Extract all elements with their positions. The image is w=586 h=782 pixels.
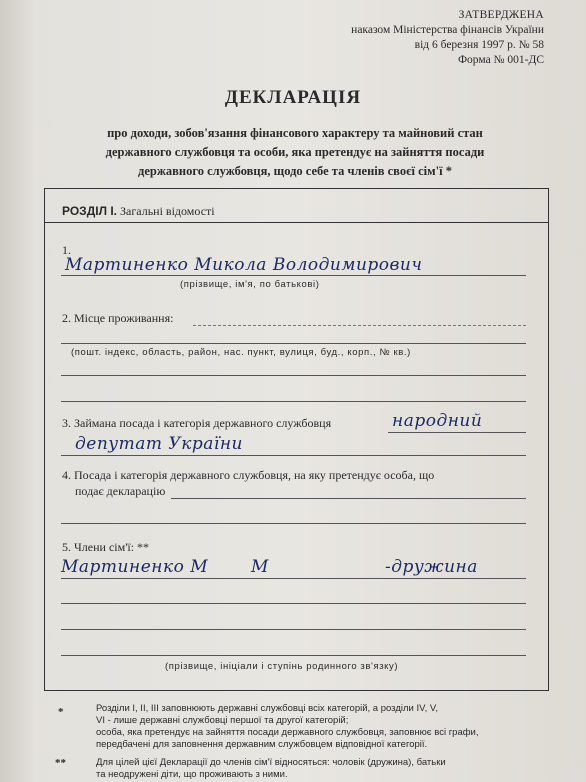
residence-line-1[interactable]	[193, 325, 526, 326]
residence-label: 2. Місце проживання:	[62, 311, 174, 325]
footnote-2-line-1: Для цілей цієї Декларації до членів сім'ї відносяться: чоловік (дружина), батьки	[96, 757, 446, 768]
subtitle-line-1: про доходи, зобов'язання фінансового характеру та майновий стан	[107, 126, 483, 140]
family-member-name[interactable]: Мартиненко М	[61, 557, 209, 577]
family-member-initial[interactable]: М	[251, 557, 269, 577]
target-position-label-a: 4. Посада і категорія державного службовця, на яку претендує особа, що	[62, 468, 435, 482]
section-1-box	[44, 188, 549, 691]
full-name-caption: (прізвище, ім'я, по батькові)	[180, 279, 320, 290]
document-subtitle	[40, 124, 550, 181]
footnote-1-mark: *	[58, 706, 64, 718]
position-value-a[interactable]: народний	[392, 411, 483, 431]
document-title: ДЕКЛАРАЦІЯ	[224, 87, 362, 108]
approval-line-3: від 6 березня 1997 р. № 58	[414, 39, 544, 51]
family-line-3[interactable]	[61, 629, 526, 630]
family-line-1	[61, 578, 526, 579]
family-line-4[interactable]	[61, 655, 526, 656]
target-position-label-b: подає декларацію	[75, 484, 166, 498]
position-label: 3. Займана посада і категорія державного службовця	[62, 416, 332, 430]
item-1-number: 1.	[62, 243, 71, 257]
family-line-2[interactable]	[61, 603, 526, 604]
residence-line-2[interactable]	[61, 343, 526, 344]
family-member-relation[interactable]: -дружина	[385, 557, 478, 577]
full-name-value[interactable]: Мартиненко Микола Володимирович	[65, 255, 423, 275]
residence-caption: (пошт. індекс, область, район, нас. пункт, вулиця, буд., корп., № кв.)	[71, 347, 411, 358]
position-line-1	[388, 432, 526, 433]
form-number: Форма № 001-ДС	[457, 54, 544, 66]
approval-line-1: ЗАТВЕРДЖЕНА	[458, 9, 544, 21]
subtitle-line-2: державного службовця та особи, яка претендує на зайняття посади	[105, 145, 485, 159]
family-caption: (прізвище, ініціали і ступінь родинного зв'язку)	[165, 661, 399, 672]
subtitle-line-3: державного службовця, щодо себе та членів своєї сім'ї *	[138, 164, 452, 178]
target-position-line-1[interactable]	[171, 498, 526, 499]
approval-line-2: наказом Міністерства фінансів України	[351, 24, 544, 36]
footnote-2-line-2: та неодружені діти, що проживають з ними.	[96, 769, 288, 780]
family-members-label: 5. Члени сім'ї: **	[62, 540, 150, 554]
footnote-2-mark: **	[55, 757, 66, 769]
footnote-1	[96, 703, 479, 751]
residence-line-4[interactable]	[61, 401, 526, 402]
approval-stamp-block	[351, 8, 544, 68]
residence-line-3[interactable]	[61, 375, 526, 376]
position-value-b[interactable]: депутат України	[75, 434, 243, 454]
section-name: Загальні відомості	[120, 204, 215, 218]
target-position-line-2[interactable]	[61, 523, 526, 524]
section-code: РОЗДІЛ І.	[62, 204, 118, 218]
position-line-2	[61, 455, 526, 456]
section-header	[45, 189, 548, 223]
footnote-1-line-2: VI - лише державні службовці першої та другої категорій;	[96, 715, 349, 726]
footnote-2	[96, 757, 446, 781]
footnote-1-line-1: Розділи І, ІІ, ІІІ заповнюють державні службовці всіх категорій, а розділи IV, V,	[96, 703, 438, 714]
footnote-1-line-3: особа, яка претендує на зайняття посади державного службовця, заповнює всі графи,	[96, 727, 479, 738]
footnote-1-line-4: передбачені для заповнення державним службовцем відповідної категорії.	[96, 739, 428, 750]
full-name-line	[61, 275, 526, 276]
